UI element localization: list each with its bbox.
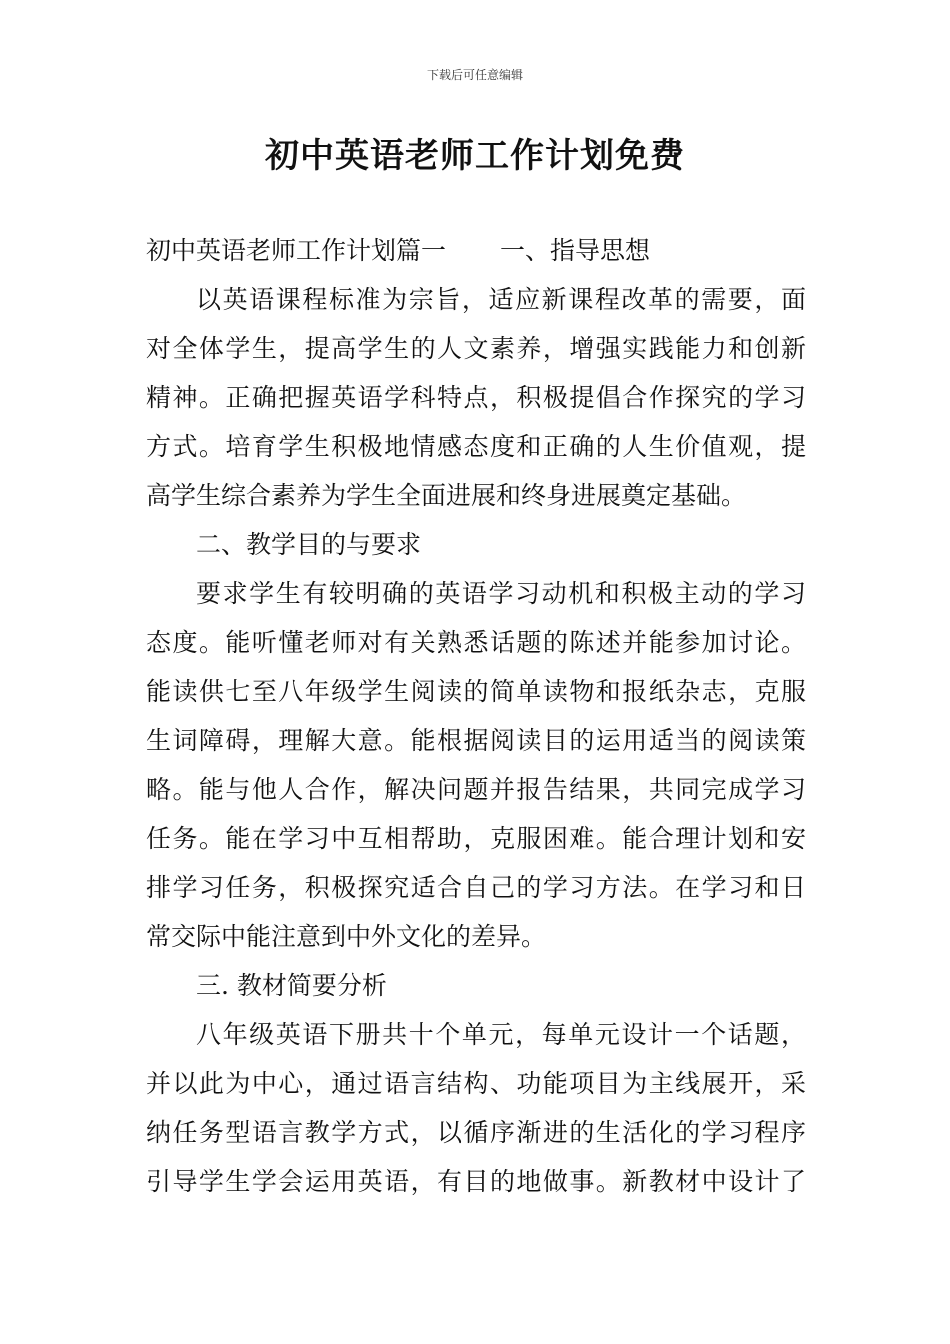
section-heading-line	[146, 226, 806, 275]
text-line: 能读供七至八年级学生阅读的简单读物和报纸杂志，克服	[146, 677, 806, 706]
text-line: 方式。培育学生积极地情感态度和正确的人生价值观，提	[146, 432, 806, 461]
text-line: 任务。能在学习中互相帮助，克服困难。能合理计划和安	[146, 824, 806, 853]
text-line: 精神。正确把握英语学科特点，积极提倡合作探究的学习	[146, 383, 806, 412]
text-line: 纳任务型语言教学方式，以循序渐进的生活化的学习程序	[146, 1118, 806, 1147]
text-line: 二、教学目的与要求	[196, 530, 422, 559]
text-line: 常交际中能注意到中外文化的差异。	[146, 922, 547, 951]
text-line: 并以此为中心，通过语言结构、功能项目为主线展开，采	[146, 1069, 806, 1098]
text-line: 八年级英语下册共十个单元，每单元设计一个话题，	[196, 1020, 806, 1049]
text-line: 排学习任务，积极探究适合自己的学习方法。在学习和日	[146, 873, 806, 902]
text-line: 生词障碍，理解大意。能根据阅读目的运用适当的阅读策	[146, 726, 806, 755]
text-line: 略。能与他人合作，解决问题并报告结果，共同完成学习	[146, 775, 806, 804]
body-text	[146, 275, 806, 1206]
text-line: 以英语课程标准为宗旨，适应新课程改革的需要，面	[196, 285, 806, 314]
text-line: 对全体学生，提高学生的人文素养，增强实践能力和创新	[146, 334, 806, 363]
document-title: 初中英语老师工作计划免费	[265, 136, 685, 176]
text-line: 引导学生学会运用英语，有目的地做事。新教材中设计了	[146, 1167, 806, 1196]
section-heading-text: 一、指导思想	[500, 236, 651, 265]
text-line: 三. 教材简要分析	[196, 971, 387, 1000]
text-line: 要求学生有较明确的英语学习动机和积极主动的学习	[196, 579, 806, 608]
document-body	[146, 226, 806, 1206]
text-line: 高学生综合素养为学生全面进展和终身进展奠定基础。	[146, 481, 747, 510]
header-note: 下载后可任意编辑	[426, 68, 523, 82]
text-line: 态度。能听懂老师对有关熟悉话题的陈述并能参加讨论。	[146, 628, 806, 657]
subtitle-text: 初中英语老师工作计划篇一	[146, 236, 447, 265]
